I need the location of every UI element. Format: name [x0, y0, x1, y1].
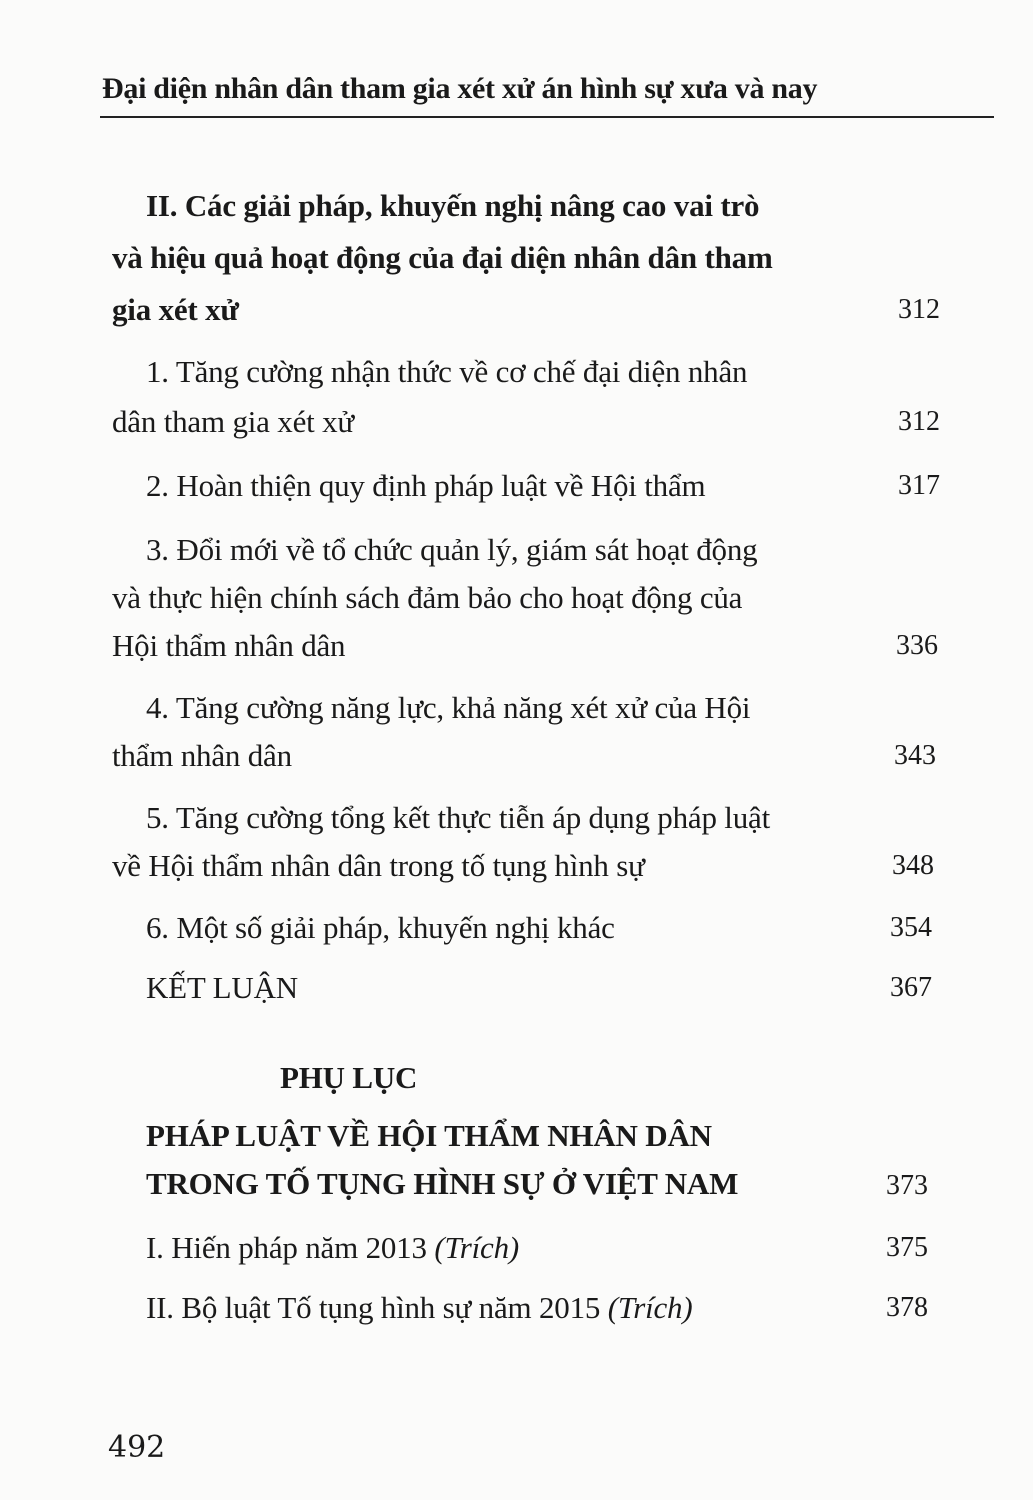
- toc-entry-line: gia xét xử: [112, 292, 239, 327]
- toc-entry-line: 1. Tăng cường nhận thức về cơ chế đại diện nhân: [146, 354, 748, 389]
- toc-entry-line: 6. Một số giải pháp, khuyến nghị khác: [146, 910, 615, 945]
- page-number: 312: [898, 294, 940, 325]
- page-number: 312: [898, 406, 940, 437]
- toc-entry-line: [146, 1230, 519, 1266]
- toc-entry-line: và thực hiện chính sách đảm bảo cho hoạt động của: [112, 580, 743, 615]
- toc-entry-line: Hội thẩm nhân dân: [112, 628, 346, 663]
- toc-entry-line: PHÁP LUẬT VỀ HỘI THẨM NHÂN DÂN: [146, 1118, 712, 1153]
- toc-entry-line: TRONG TỐ TỤNG HÌNH SỰ Ở VIỆT NAM: [146, 1166, 739, 1201]
- page-number: 343: [894, 740, 936, 771]
- appendix-heading: PHỤ LỤC: [280, 1060, 418, 1095]
- page-number: 317: [898, 470, 940, 501]
- page-number: 378: [886, 1292, 928, 1323]
- entry-note: (Trích): [434, 1230, 520, 1265]
- toc-entry-line: 3. Đổi mới về tổ chức quản lý, giám sát hoạt động: [146, 532, 758, 567]
- page-number: 373: [886, 1170, 928, 1201]
- page-number: 367: [890, 972, 932, 1003]
- toc-entry-line: dân tham gia xét xử: [112, 404, 354, 439]
- toc-entry-line: [146, 1290, 692, 1326]
- toc-entry-line: II. Các giải pháp, khuyến nghị nâng cao vai trò: [146, 188, 760, 223]
- running-head: Đại diện nhân dân tham gia xét xử án hình sự xưa và nay: [102, 72, 818, 105]
- folio-page-number: 492: [108, 1430, 166, 1465]
- page-number: 336: [896, 630, 938, 661]
- entry-text: II. Bộ luật Tố tụng hình sự năm 2015: [146, 1290, 608, 1325]
- toc-entry-line: 2. Hoàn thiện quy định pháp luật về Hội thẩm: [146, 468, 706, 503]
- toc-entry-line: KẾT LUẬN: [146, 970, 298, 1005]
- header-rule: [100, 116, 994, 118]
- toc-entry-line: 4. Tăng cường năng lực, khả năng xét xử của Hội: [146, 690, 751, 725]
- entry-text: I. Hiến pháp năm 2013: [146, 1230, 435, 1265]
- entry-note: (Trích): [607, 1290, 693, 1325]
- toc-entry-line: về Hội thẩm nhân dân trong tố tụng hình sự: [112, 848, 645, 883]
- page-number: 348: [892, 850, 934, 881]
- toc-entry-line: thẩm nhân dân: [112, 738, 292, 773]
- page-number: 354: [890, 912, 932, 943]
- page-number: 375: [886, 1232, 928, 1263]
- toc-entry-line: 5. Tăng cường tổng kết thực tiễn áp dụng pháp luật: [146, 800, 770, 835]
- toc-entry-line: và hiệu quả hoạt động của đại diện nhân dân tham: [112, 240, 773, 275]
